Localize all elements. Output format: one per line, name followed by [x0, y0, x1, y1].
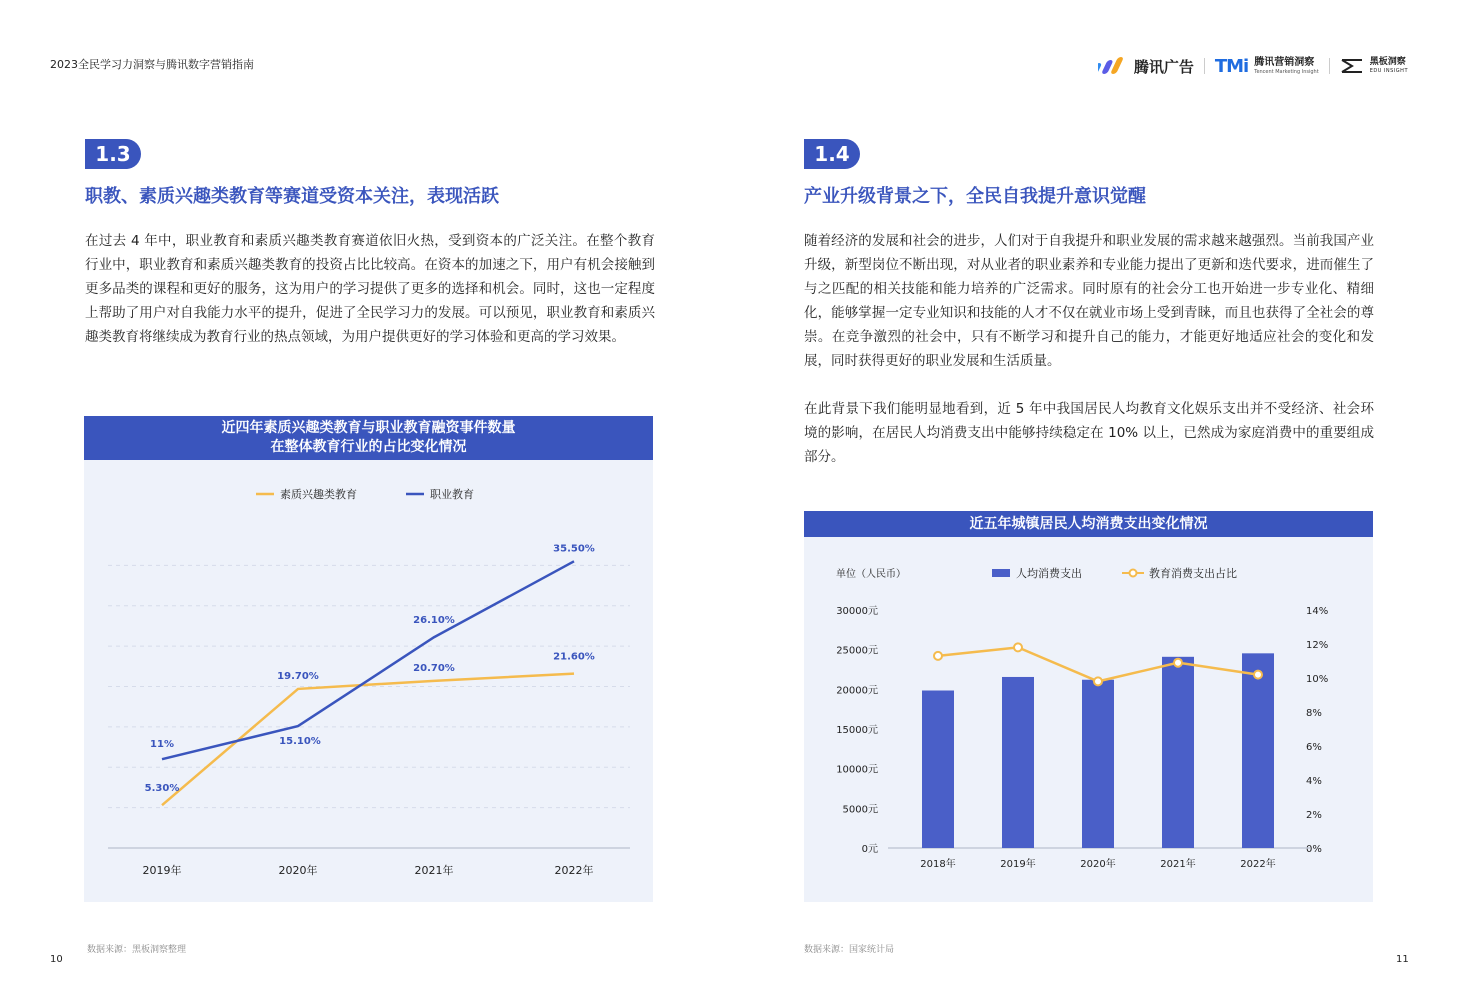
y-right-tick-label: 4% [1306, 776, 1322, 787]
x-tick-label: 2021年 [414, 864, 454, 877]
y-right-tick-label: 10% [1306, 674, 1329, 685]
legend-label: 职业教育 [430, 488, 474, 501]
data-label: 20.70% [413, 662, 455, 674]
section-paragraph: 随着经济的发展和社会的进步，人们对于自我提升和职业发展的需求越来越强烈。当前我国产业升级，新型岗位不断出现，对从业者的职业素养和专业能力提出了更新和迭代要求，进而催生了与之匹配的相关技能和能力培养的广泛需求。同时原有的社会分工也开始进一步专业化、精细化，能够掌握一定专业知识和技能的人才不仅在就业市场上受到青睐，而且也获得了全社会的尊崇。在竞争激烈的社会中，只有不断学习和提升自己的能力，才能更好地适应社会的变化和发展，同时获得更好的职业发展和生活质量。 [804, 233, 1374, 369]
y-left-tick-label: 15000元 [836, 725, 878, 736]
series-line-2 [162, 561, 574, 759]
page-number: 10 [50, 954, 63, 965]
bar [1162, 657, 1194, 848]
line-chart-panel [84, 416, 653, 902]
y-right-tick-label: 12% [1306, 640, 1329, 651]
tencent-ads-icon [1098, 57, 1128, 75]
partner-logos [1098, 52, 1408, 80]
tmi-logo [1215, 56, 1319, 77]
bar [1002, 677, 1034, 848]
y-right-tick-label: 14% [1306, 606, 1329, 617]
y-right-tick-label: 2% [1306, 810, 1322, 821]
section-paragraph: 在过去 4 年中，职业教育和素质兴趣类教育赛道依旧火热，受到资本的广泛关注。在整个教育行业中，职业教育和素质兴趣类教育的投资占比比较高。在资本的加速之下，用户有机会接触到更多品类的课程和更好的服务，这为用户的学习提供了更多的选择和机会。同时，这也一定程度上帮助了用户对自我能力水平的提升，促进了全民学习力的发展。可以预见，职业教育和素质兴趣类教育将继续成为教育行业的热点领域，为用户提供更好的学习体验和更高的学习效果。 [85, 233, 655, 345]
y-left-tick-label: 5000元 [842, 804, 878, 816]
x-tick-label: 2022年 [554, 864, 594, 877]
y-left-tick-label: 30000元 [836, 606, 878, 617]
y-right-tick-label: 0% [1306, 844, 1322, 855]
section-number-badge: 1.4 [804, 139, 860, 169]
x-tick-label: 2019年 [142, 864, 182, 877]
chart-title-line: 在整体教育行业的占比变化情况 [270, 439, 467, 455]
y-right-tick-label: 8% [1306, 708, 1322, 719]
ratio-point [1174, 659, 1182, 667]
x-tick-label: 2018年 [920, 859, 956, 870]
bar-chart-panel [804, 511, 1373, 902]
tmi-name-en: Tencent Marketing Insight [1254, 68, 1319, 75]
section-paragraph: 在此背景下我们能明显地看到，近 5 年中我国居民人均教育文化娱乐支出并不受经济、社会环境的影响，在居民人均消费支出中能够持续稳定在 10% 以上，已然成为家庭消费中的重要组成部分。 [804, 401, 1374, 465]
data-label: 11% [150, 739, 174, 751]
y-left-tick-label: 0元 [861, 844, 878, 855]
tmi-name-cn: 腾讯营销洞察 [1254, 56, 1315, 68]
legend-label: 教育消费支出占比 [1149, 567, 1237, 580]
x-tick-label: 2022年 [1240, 859, 1276, 870]
ratio-point [934, 652, 942, 660]
line-chart [84, 460, 653, 902]
tencent-ads-text: 腾讯广告 [1133, 57, 1194, 76]
data-label: 5.30% [144, 783, 180, 795]
logo-divider [1204, 58, 1205, 74]
ratio-line [938, 647, 1258, 681]
edu-insight-icon [1340, 58, 1364, 74]
x-tick-label: 2021年 [1160, 859, 1196, 870]
legend-marker [1130, 570, 1137, 577]
data-label: 35.50% [553, 543, 595, 555]
chart-title-line: 近四年素质兴趣类教育与职业教育融资事件数量 [221, 420, 516, 436]
edu-name-cn: 黑板洞察 [1369, 57, 1406, 67]
unit-label: 单位（人民币） [836, 569, 906, 580]
bar [1082, 680, 1114, 848]
logo-divider [1329, 58, 1330, 74]
y-left-tick-label: 10000元 [836, 764, 878, 776]
x-tick-label: 2020年 [1080, 859, 1116, 870]
tmi-mark: TMi [1214, 55, 1249, 77]
bar [922, 690, 954, 848]
y-right-tick-label: 6% [1306, 742, 1322, 753]
legend-swatch-1 [992, 569, 1010, 577]
chart-title [84, 416, 653, 460]
bar-chart [804, 537, 1373, 902]
section-heading: 产业升级背景之下，全民自我提升意识觉醒 [804, 186, 1146, 207]
data-label: 19.70% [277, 670, 319, 682]
y-left-tick-label: 20000元 [836, 685, 878, 697]
document-title: 2023全民学习力洞察与腾讯数字营销指南 [50, 58, 254, 71]
x-tick-label: 2020年 [278, 864, 318, 877]
data-label: 15.10% [279, 736, 321, 748]
ratio-point [1094, 677, 1102, 685]
chart-title-line: 近五年城镇居民人均消费支出变化情况 [969, 515, 1208, 532]
ratio-point [1014, 643, 1022, 651]
edu-name-en: EDU INSIGHT [1369, 68, 1408, 74]
ratio-point [1254, 671, 1262, 679]
legend-label: 素质兴趣类教育 [280, 488, 357, 501]
chart-title [804, 511, 1373, 537]
edu-insight-logo [1340, 58, 1408, 74]
section-number-badge: 1.3 [85, 139, 141, 169]
section-heading: 职教、素质兴趣类教育等赛道受资本关注，表现活跃 [85, 186, 499, 207]
data-label: 26.10% [413, 615, 455, 627]
legend-label: 人均消费支出 [1016, 567, 1082, 580]
data-source-note: 数据来源：黑板洞察整理 [87, 945, 187, 955]
bar [1242, 653, 1274, 848]
x-tick-label: 2019年 [1000, 859, 1036, 870]
data-label: 21.60% [553, 651, 595, 663]
tencent-ads-logo [1098, 56, 1194, 77]
page-number: 11 [1396, 954, 1409, 965]
data-source-note: 数据来源：国家统计局 [804, 945, 895, 955]
y-left-tick-label: 25000元 [836, 645, 878, 657]
series-line-1 [162, 674, 574, 806]
